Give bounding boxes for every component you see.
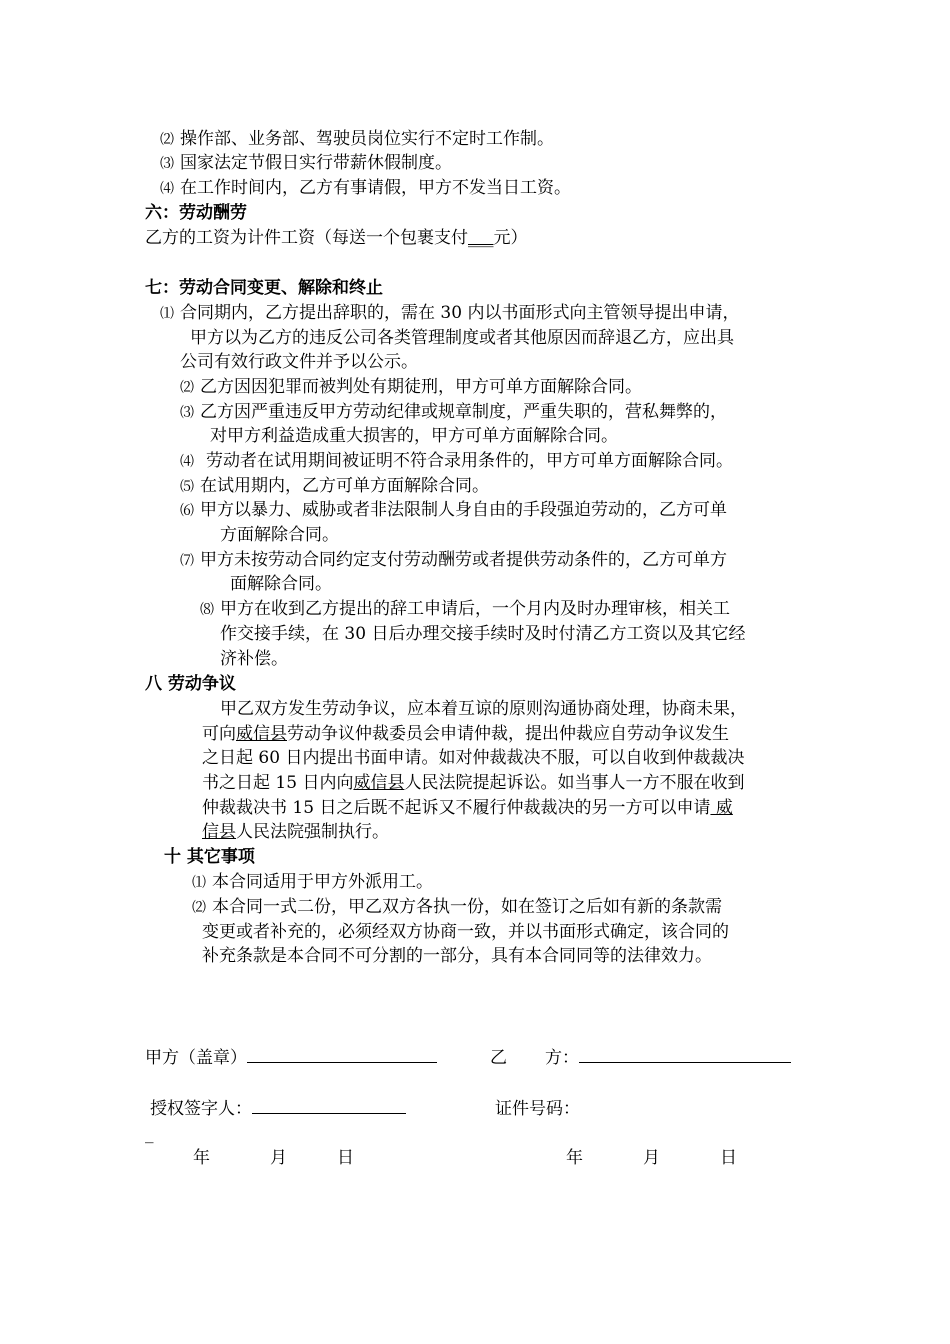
s7-item-4: ⑷ 劳动者在试用期间被证明不符合录用条件的，甲方可单方面解除合同。 (180, 451, 733, 471)
party-a-line (247, 1046, 437, 1063)
s10-item-2-line-2: 变更或者补充的，必须经双方协商一致，并以书面形式确定，该合同的 (202, 922, 729, 942)
date-right-month: 月 (643, 1148, 660, 1168)
date-left-year: 年 (193, 1148, 210, 1168)
party-a-seal: 甲方（盖章） (145, 1046, 437, 1070)
s7-item-3-line-1: ⑶ 乙方因严重违反甲方劳动纪律或规章制度，严重失职的，营私舞弊的， (180, 402, 727, 422)
s10-item-1: ⑴ 本合同适用于甲方外派用工。 (192, 872, 433, 892)
authorized-signatory: 授权签字人： (150, 1097, 406, 1121)
id-number-label: 证件号码： (495, 1099, 580, 1119)
s7-item-8-line-3: 济补偿。 (220, 649, 288, 669)
work-hours-item-3: ⑶ 国家法定节假日实行带薪休假制度。 (160, 153, 452, 173)
s8-line-3: 之日起 60 日内提出书面申请。如对仲裁裁决不服，可以自收到仲裁裁决 (202, 748, 745, 768)
work-hours-item-4: ⑷ 在工作时间内，乙方有事请假，甲方不发当日工资。 (160, 178, 571, 198)
party-b: 乙 方： (490, 1046, 791, 1070)
section-8-heading: 八 劳动争议 (145, 674, 236, 694)
s10-item-2-line-1: ⑵ 本合同一式二份，甲乙双方各执一份，如在签订之后如有新的条款需 (192, 897, 722, 917)
work-hours-item-2: ⑵ 操作部、业务部、驾驶员岗位实行不定时工作制。 (160, 129, 554, 149)
date-left-month: 月 (270, 1148, 287, 1168)
s7-item-3-line-2: 对甲方利益造成重大损害的，甲方可单方面解除合同。 (210, 426, 618, 446)
s7-item-7-line-2: 面解除合同。 (230, 574, 332, 594)
date-right-day: 日 (720, 1148, 737, 1168)
party-b-line (579, 1046, 791, 1063)
signatory-line (252, 1097, 406, 1114)
s7-item-1-line-3: 公司有效行政文件并予以公示。 (180, 352, 418, 372)
date-right-year: 年 (566, 1148, 583, 1168)
s7-item-1-line-1: ⑴ 合同期内，乙方提出辞职的，需在 30 内以书面形式向主管领导提出申请， (160, 303, 740, 323)
s7-item-5: ⑸ 在试用期内，乙方可单方面解除合同。 (180, 476, 489, 496)
s10-item-2-line-3: 补充条款是本合同不可分割的一部分，具有本合同同等的法律效力。 (202, 946, 712, 966)
section-7-heading: 七：劳动合同变更、解除和终止 (145, 278, 383, 298)
s7-item-8-line-1: ⑻ 甲方在收到乙方提出的辞工申请后，一个月内及时办理审核，相关工 (200, 599, 730, 619)
s7-item-6-line-1: ⑹ 甲方以暴力、威胁或者非法限制人身自由的手段强迫劳动的，乙方可单 (180, 500, 727, 520)
s8-line-2: 可向威信县劳动争议仲裁委员会申请仲裁，提出仲裁应自劳动争议发生 (202, 724, 729, 744)
s7-item-6-line-2: 方面解除合同。 (220, 525, 339, 545)
s7-item-2: ⑵ 乙方因因犯罪而被判处有期徒刑，甲方可单方面解除合同。 (180, 377, 642, 397)
s8-line-4: 书之日起 15 日内向威信县人民法院提起诉讼。如当事人一方不服在收到 (202, 773, 745, 793)
date-left-day: 日 (337, 1148, 354, 1168)
s7-item-8-line-2: 作交接手续，在 30 日后办理交接手续时及时付清乙方工资以及其它经 (220, 624, 746, 644)
section-6-heading: 六：劳动酬劳 (145, 203, 247, 223)
stray-dash: _ (145, 1124, 154, 1144)
s7-item-1-line-2: 甲方以为乙方的违反公司各类管理制度或者其他原因而辞退乙方，应出具 (190, 328, 734, 348)
wage-blank: ___ (468, 228, 494, 248)
s7-item-7-line-1: ⑺ 甲方未按劳动合同约定支付劳动酬劳或者提供劳动条件的，乙方可单方 (180, 550, 727, 570)
section-6-text: 乙方的工资为计件工资（每送一个包裹支付___元） (145, 228, 528, 248)
section-10-heading: 十 其它事项 (164, 847, 255, 867)
s8-line-1: 甲乙双方发生劳动争议，应本着互谅的原则沟通协商处理，协商未果， (220, 699, 747, 719)
s8-line-5: 仲裁裁决书 15 日之后既不起诉又不履行仲裁裁决的另一方可以申请 威 (202, 798, 733, 818)
s8-line-6: 信县人民法院强制执行。 (202, 822, 389, 842)
